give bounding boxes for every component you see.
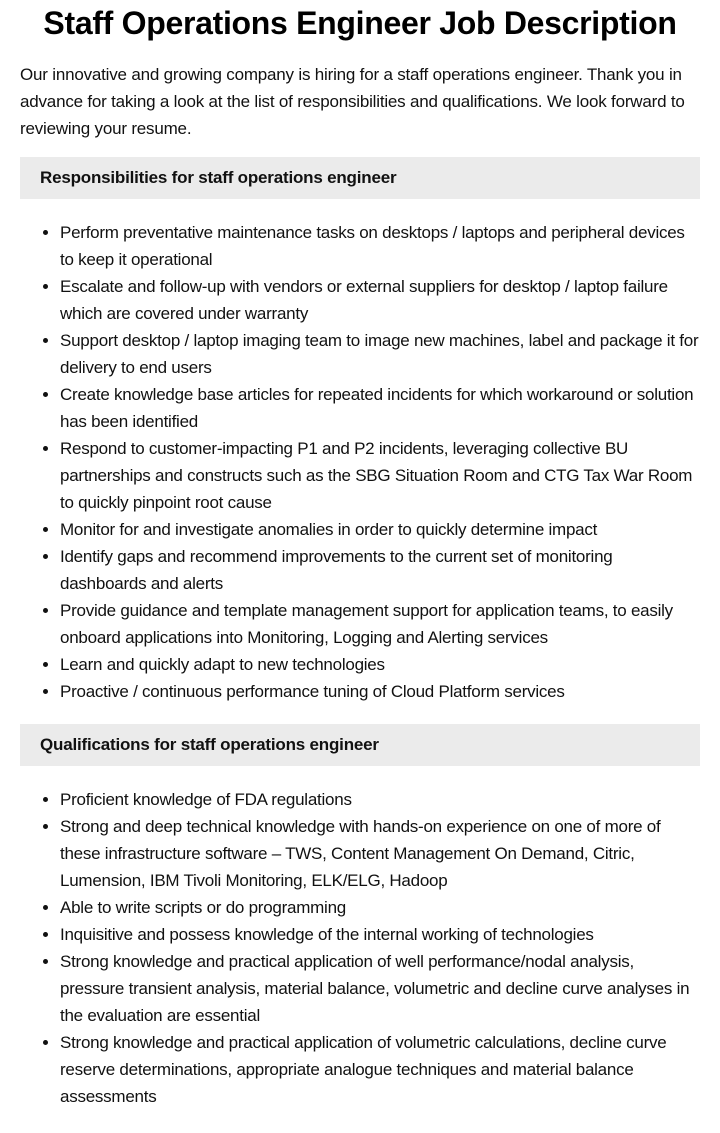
list-item: • Monitor for and investigate anomalies in order to quickly determine impact bbox=[60, 516, 700, 543]
list-item: • Able to write scripts or do programming bbox=[60, 894, 700, 921]
qualifications-list bbox=[20, 786, 700, 1110]
list-item: • Respond to customer-impacting P1 and P2 incidents, leveraging collective BU partnerships and constructs such as the SBG Situation Room and CTG Tax War Room to quickly pinpoint root cause bbox=[60, 435, 700, 516]
intro-paragraph: Our innovative and growing company is hiring for a staff operations engineer. Thank you in advance for taking a look at the list of responsibilities and qualifications. We look forward to reviewing your resume. bbox=[20, 65, 685, 138]
list-item: • Strong and deep technical knowledge with hands-on experience on one of more of these infrastructure software – TWS, Content Management On Demand, Citric, Lumension, IBM Tivoli Monitoring, ELK/ELG, Hadoop bbox=[60, 813, 700, 894]
list-item: • Create knowledge base articles for repeated incidents for which workaround or solution has been identified bbox=[60, 381, 700, 435]
list-item: • Proficient knowledge of FDA regulations bbox=[60, 786, 700, 813]
list-item: • Support desktop / laptop imaging team to image new machines, label and package it for delivery to end users bbox=[60, 327, 700, 381]
list-item: • Strong knowledge and practical application of volumetric calculations, decline curve reserve determinations, appropriate analogue techniques and material balance assessments bbox=[60, 1029, 700, 1110]
qualifications-heading: Qualifications for staff operations engineer bbox=[20, 724, 700, 766]
list-item: • Escalate and follow-up with vendors or external suppliers for desktop / laptop failure which are covered under warranty bbox=[60, 273, 700, 327]
responsibilities-list bbox=[20, 219, 700, 705]
list-item: • Inquisitive and possess knowledge of the internal working of technologies bbox=[60, 921, 700, 948]
responsibilities-heading: Responsibilities for staff operations engineer bbox=[20, 157, 700, 199]
list-item: • Learn and quickly adapt to new technologies bbox=[60, 651, 700, 678]
list-item: • Perform preventative maintenance tasks on desktops / laptops and peripheral devices to keep it operational bbox=[60, 219, 700, 273]
list-item: • Strong knowledge and practical application of well performance/nodal analysis, pressure transient analysis, material balance, volumetric and decline curve analyses in the evaluation are essential bbox=[60, 948, 700, 1029]
list-item: • Proactive / continuous performance tuning of Cloud Platform services bbox=[60, 678, 700, 705]
list-item: • Provide guidance and template management support for application teams, to easily onboard applications into Monitoring, Logging and Alerting services bbox=[60, 597, 700, 651]
page-title: Staff Operations Engineer Job Description bbox=[43, 5, 677, 41]
list-item: • Identify gaps and recommend improvements to the current set of monitoring dashboards and alerts bbox=[60, 543, 700, 597]
